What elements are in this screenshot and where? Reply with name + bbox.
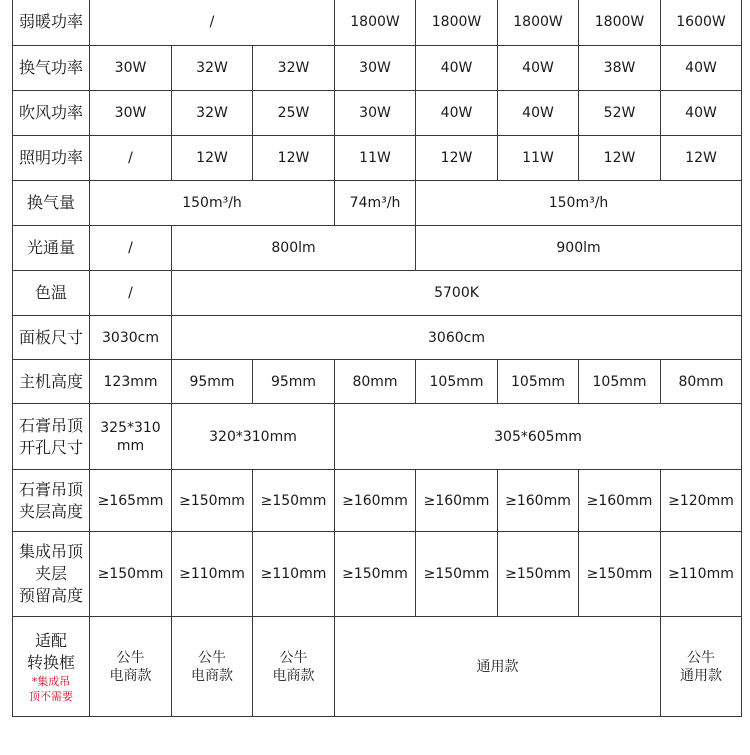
spec-row-cct [13,271,742,316]
spec-cell-line: mm [116,437,145,454]
spec-cell: 30W [90,91,172,136]
spec-cell: 74m³/h [335,181,416,226]
spec-cell: 1800W [335,0,416,46]
spec-row-airflow [13,181,742,226]
row-header-line: 光通量 [26,238,75,257]
row-header-height [13,360,90,404]
row-header-line: 开孔尺寸 [18,437,83,457]
row-header-note: *集成吊 [31,674,71,688]
spec-row-blow [13,91,742,136]
spec-cell: 105mm [498,360,579,404]
spec-cell: ≥150mm [498,532,579,617]
spec-cell: 3030cm [90,316,172,360]
spec-cell: 150m³/h [416,181,742,226]
spec-cell: 320*310mm [172,404,335,470]
spec-table [12,0,742,717]
row-header-line: 石膏吊顶 [18,479,83,499]
spec-cell: 40W [498,46,579,91]
spec-cell: 11W [335,136,416,181]
spec-cell: / [90,226,172,271]
spec-cell: 105mm [416,360,498,404]
row-header-panel [13,316,90,360]
spec-cell: 30W [335,91,416,136]
spec-row-heat [13,0,742,46]
spec-cell: 40W [661,91,742,136]
row-header-cct [13,271,90,316]
spec-cell-line: 公牛 [279,649,308,666]
row-header-line: 弱暖功率 [18,12,83,31]
spec-cell: 12W [253,136,335,181]
row-header-lumen [13,226,90,271]
spec-cell: ≥150mm [90,532,172,617]
spec-row-gypsum [13,470,742,532]
row-header-line: 预留高度 [18,586,83,605]
spec-cell: / [90,271,172,316]
spec-cell: / [90,0,335,46]
row-header-note: 顶不需要 [29,689,73,703]
spec-cell: 12W [172,136,253,181]
spec-row-lumen [13,226,742,271]
spec-cell: 5700K [172,271,742,316]
row-header-heat [13,0,90,46]
row-header-vent [13,46,90,91]
spec-cell: 80mm [335,360,416,404]
spec-cell: 52W [579,91,661,136]
row-header-line: 夹层 [34,564,67,583]
spec-cell: 12W [416,136,498,181]
spec-cell [661,617,742,717]
spec-cell: 800lm [172,226,416,271]
row-header-line: 石膏吊顶 [18,415,83,435]
spec-cell-line: 公牛 [687,649,715,666]
spec-cell: 1800W [579,0,661,46]
spec-cell [172,617,253,717]
spec-cell: / [90,136,172,181]
spec-cell-line: 325*310 [100,419,161,436]
spec-cell: 32W [253,46,335,91]
row-header-line: 集成吊顶 [18,542,83,561]
spec-cell: ≥110mm [661,532,742,617]
spec-cell: 25W [253,91,335,136]
row-header-light [13,136,90,181]
spec-cell: 40W [661,46,742,91]
spec-cell: 3060cm [172,316,742,360]
spec-cell: 通用款 [335,617,661,717]
row-header-line: 色温 [34,283,67,302]
row-header-gypsum [13,470,90,532]
spec-cell: ≥150mm [172,470,253,532]
row-header-line: 面板尺寸 [18,327,83,347]
row-header-line: 照明功率 [18,148,83,167]
spec-cell [90,404,172,470]
spec-cell: 30W [90,46,172,91]
spec-cell-line: 通用款 [680,667,722,684]
row-header-line: 吹风功率 [18,103,83,122]
spec-cell: 123mm [90,360,172,404]
spec-cell: 40W [416,91,498,136]
spec-cell: ≥160mm [335,470,416,532]
spec-cell: 305*605mm [335,404,742,470]
spec-cell: 1600W [661,0,742,46]
spec-cell-line: 电商款 [272,667,315,684]
row-header-adapter [13,617,90,717]
spec-cell: ≥150mm [579,532,661,617]
spec-row-cutout [13,404,742,470]
spec-cell: 1800W [416,0,498,46]
spec-cell: 38W [579,46,661,91]
spec-cell: 150m³/h [90,181,335,226]
spec-cell: 30W [335,46,416,91]
spec-cell: 900lm [416,226,742,271]
spec-cell-line: 公牛 [116,649,145,666]
row-header-cutout [13,404,90,470]
spec-cell: 80mm [661,360,742,404]
spec-cell: 40W [498,91,579,136]
spec-cell: 105mm [579,360,661,404]
spec-cell: ≥165mm [90,470,172,532]
row-header-line: 适配 [34,630,67,650]
spec-cell-line: 电商款 [191,667,233,684]
spec-cell: 1800W [498,0,579,46]
spec-cell: ≥110mm [253,532,335,617]
spec-cell: ≥160mm [416,470,498,532]
spec-cell: 32W [172,91,253,136]
row-header-line: 主机高度 [18,371,83,391]
row-header-integrated [13,532,90,617]
spec-cell: 40W [416,46,498,91]
spec-cell: 32W [172,46,253,91]
spec-cell: ≥160mm [579,470,661,532]
spec-cell-line: 电商款 [109,667,152,684]
row-header-airflow [13,181,90,226]
spec-row-height [13,360,742,404]
spec-cell: 12W [579,136,661,181]
row-header-line: 转换框 [26,652,75,672]
spec-cell: 11W [498,136,579,181]
spec-cell: ≥120mm [661,470,742,532]
spec-cell-line: 公牛 [198,649,226,666]
row-header-blow [13,91,90,136]
row-header-line: 换气量 [26,193,75,212]
spec-row-panel [13,316,742,360]
row-header-line: 夹层高度 [18,501,83,521]
spec-cell: ≥150mm [253,470,335,532]
spec-cell: 12W [661,136,742,181]
spec-row-vent [13,46,742,91]
spec-cell [253,617,335,717]
spec-row-light [13,136,742,181]
spec-cell: ≥150mm [335,532,416,617]
spec-cell: ≥160mm [498,470,579,532]
spec-cell: 95mm [172,360,253,404]
row-header-line: 换气功率 [18,58,83,77]
spec-cell: 95mm [253,360,335,404]
spec-cell: ≥110mm [172,532,253,617]
spec-cell: ≥150mm [416,532,498,617]
spec-row-adapter [13,617,742,717]
spec-cell [90,617,172,717]
spec-row-integrated [13,532,742,617]
